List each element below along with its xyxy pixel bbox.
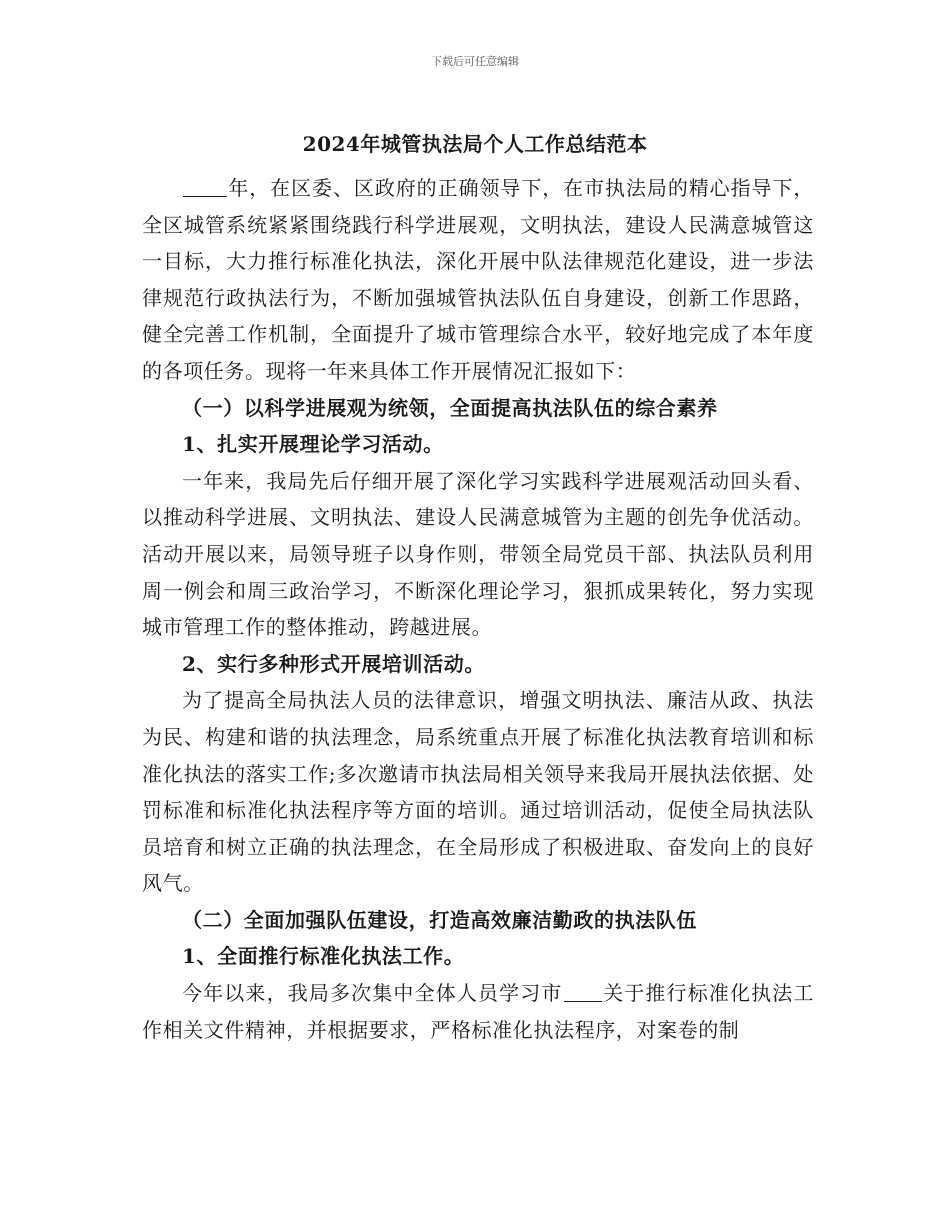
item-1-1-heading: 1、扎实开展理论学习活动。 xyxy=(182,432,444,457)
section-2-heading: （二）全面加强队伍建设，打造高效廉洁勤政的执法队伍 xyxy=(182,907,697,932)
blank-underline xyxy=(564,981,602,1002)
header-note: 下载后可任意编辑 xyxy=(431,55,519,68)
intro-paragraph xyxy=(142,170,814,390)
blank-underline xyxy=(183,176,227,197)
item-1-1-paragraph: 一年来，我局先后仔细开展了深化学习实践科学进展观活动回头看、以推动科学进展、文明执法、建设人民满意城管为主题的创先争优活动。活动开展以来，局领导班子以身作则，带领全局党员干部、执法队员利用周一例会和周三政治学习，不断深化理论学习，狠抓成果转化，努力实现城市管理工作的整体推动，跨越进展。 xyxy=(142,468,814,640)
section-1-heading: （一）以科学进展观为统领，全面提高执法队伍的综合素养 xyxy=(182,395,718,420)
item-2-1-heading: 1、全面推行标准化执法工作。 xyxy=(182,944,465,969)
intro-paragraph-text: 年，在区委、区政府的正确领导下，在市执法局的精心指导下，全区城管系统紧紧围绕践行科学进展观，文明执法，建设人民满意城管这一目标，大力推行标准化执法，深化开展中队法律规范化建设，进一步法律规范行政执法行为，不断加强城管执法队伍自身建设，创新工作思路，健全完善工作机制，全面提升了城市管理综合水平，较好地完成了本年度的各项任务。现将一年来具体工作开展情况汇报如下： xyxy=(142,176,814,383)
item-2-1-text-b: 关于推行标准化执法工作相关文件精神，并根据要求，严格标准化执法程序，对案卷的制 xyxy=(142,981,815,1042)
document-body xyxy=(142,170,814,1048)
item-1-2-heading: 2、实行多种形式开展培训活动。 xyxy=(182,651,485,676)
item-2-1-text-a: 今年以来，我局多次集中全体人员学习市 xyxy=(182,981,563,1006)
document-title: 2024年城管执法局个人工作总结范本 xyxy=(302,132,648,156)
item-2-1-paragraph xyxy=(142,975,814,1048)
item-1-2-paragraph: 为了提高全局执法人员的法律意识，增强文明执法、廉洁从政、执法为民、构建和谐的执法理念，局系统重点开展了标准化执法教育培训和标准化执法的落实工作;多次邀请市执法局相关领导来我局开展执法依据、处罚标准和标准化执法程序等方面的培训。通过培训活动，促使全局执法队员培育和树立正确的执法理念，在全局形成了积极进取、奋发向上的良好风气。 xyxy=(142,688,814,896)
